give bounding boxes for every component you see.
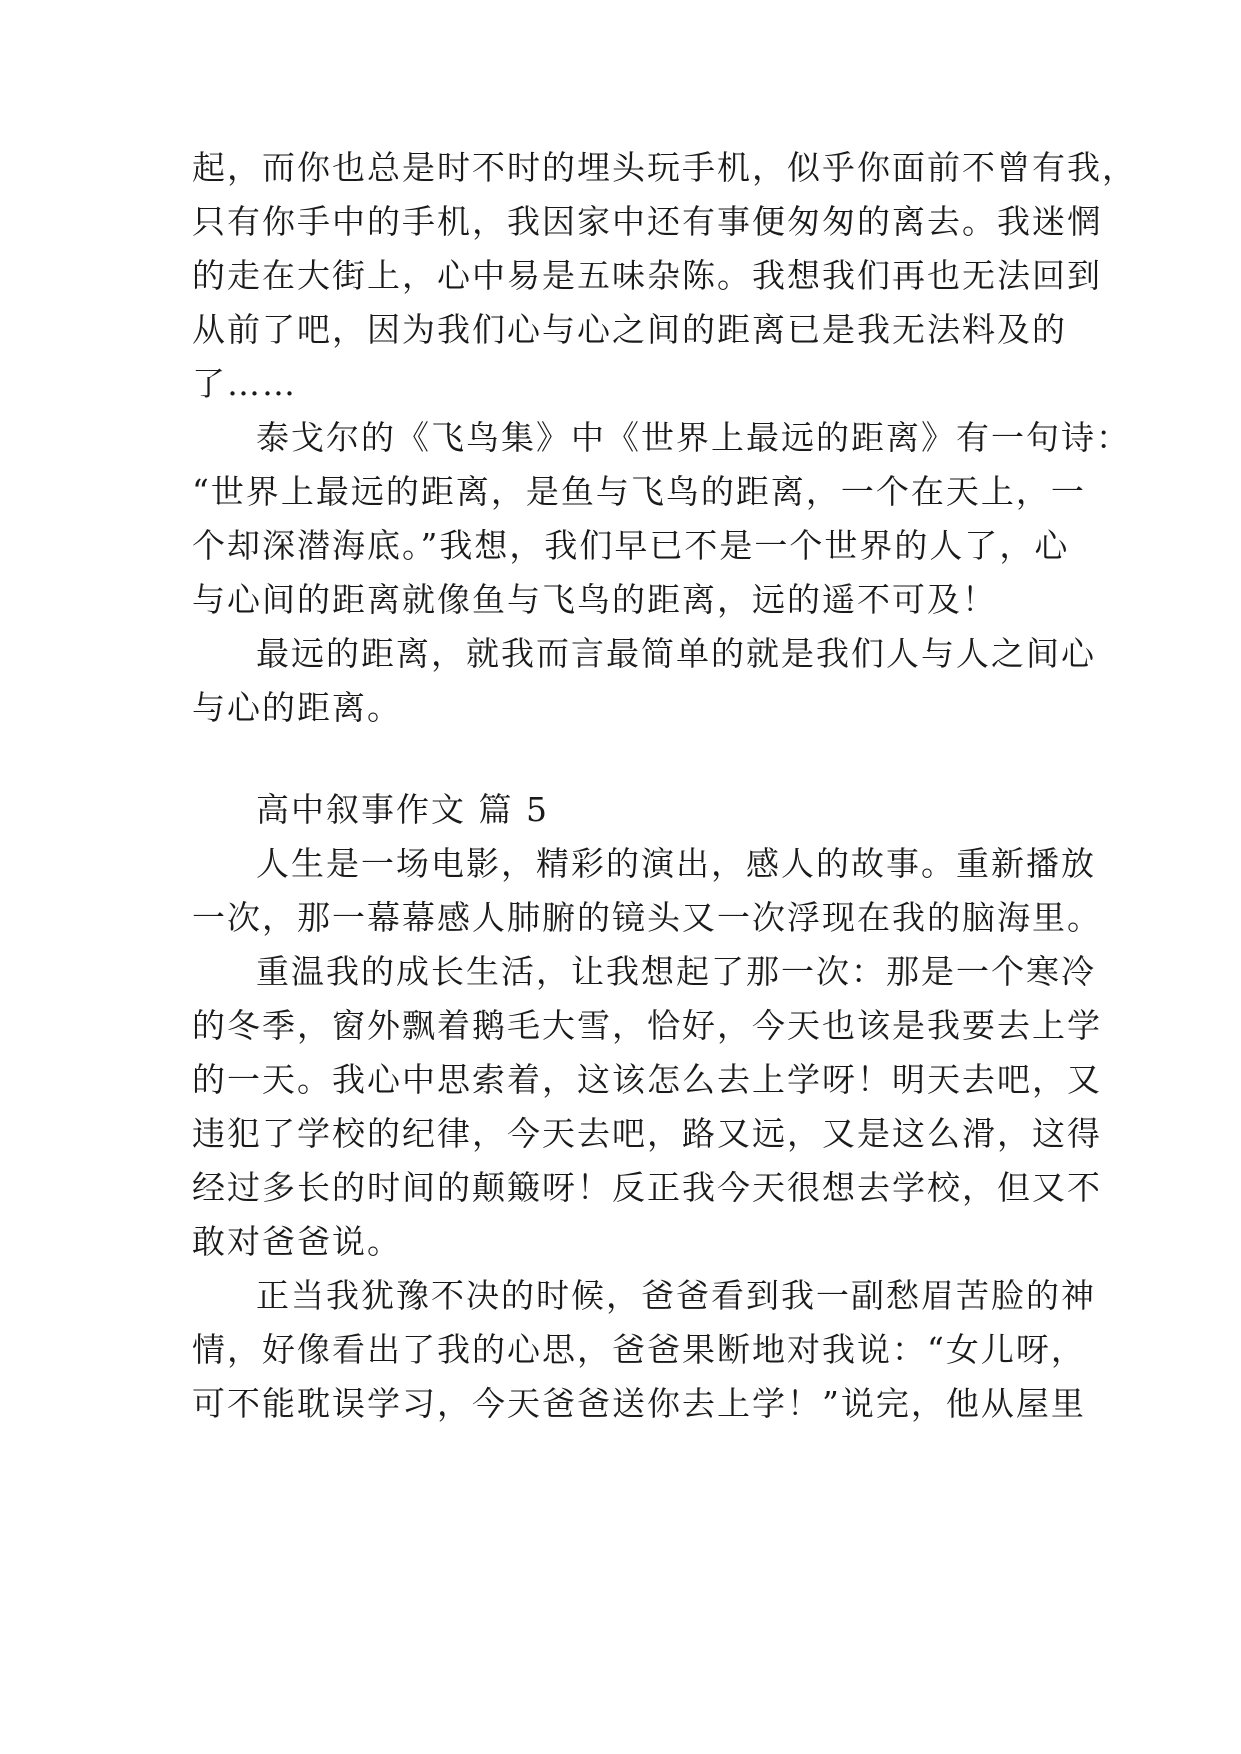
text-line: 情，好像看出了我的心思，爸爸果断地对我说：“女儿呀， [192, 1330, 1086, 1369]
text-line: 的走在大街上，心中易是五味杂陈。我想我们再也无法回到 [192, 256, 1102, 295]
text-line: 与心的距离。 [192, 688, 402, 727]
text-line: 与心间的距离就像鱼与飞鸟的距离，远的遥不可及！ [192, 580, 997, 619]
text-line: 的一天。我心中思索着，这该怎么去上学呀！明天去吧，又 [192, 1060, 1102, 1099]
text-line: 敢对爸爸说。 [192, 1222, 402, 1261]
paragraph-start: 人生是一场电影，精彩的演出，感人的故事。重新播放 [256, 844, 1096, 883]
text-line: 起，而你也总是时不时的埋头玩手机，似乎你面前不曾有我， [192, 148, 1137, 187]
text-line: 从前了吧，因为我们心与心之间的距离已是我无法料及的 [192, 310, 1067, 349]
section-heading: 高中叙事作文 篇 5 [256, 790, 549, 829]
paragraph-start: 正当我犹豫不决的时候，爸爸看到我一副愁眉苦脸的神 [256, 1276, 1096, 1315]
paragraph-start: 泰戈尔的《飞鸟集》中《世界上最远的距离》有一句诗： [256, 418, 1131, 457]
text-line: 可不能耽误学习，今天爸爸送你去上学！”说完，他从屋里 [192, 1384, 1086, 1423]
text-line: 经过多长的时间的颠簸呀！反正我今天很想去学校，但又不 [192, 1168, 1102, 1207]
text-line: 了…… [192, 364, 297, 403]
text-line: 个却深潜海底。”我想，我们早已不是一个世界的人了，心 [192, 526, 1070, 565]
text-line: 的冬季，窗外飘着鹅毛大雪，恰好，今天也该是我要去上学 [192, 1006, 1102, 1045]
text-line: 只有你手中的手机，我因家中还有事便匆匆的离去。我迷惘 [192, 202, 1102, 241]
paragraph-start: 重温我的成长生活，让我想起了那一次：那是一个寒冷 [256, 952, 1096, 991]
text-line: 一次，那一幕幕感人肺腑的镜头又一次浮现在我的脑海里。 [192, 898, 1102, 937]
text-line: “世界上最远的距离，是鱼与飞鸟的距离，一个在天上，一 [192, 472, 1086, 511]
text-line: 违犯了学校的纪律，今天去吧，路又远，又是这么滑，这得 [192, 1114, 1102, 1153]
paragraph-start: 最远的距离，就我而言最简单的就是我们人与人之间心 [256, 634, 1096, 673]
